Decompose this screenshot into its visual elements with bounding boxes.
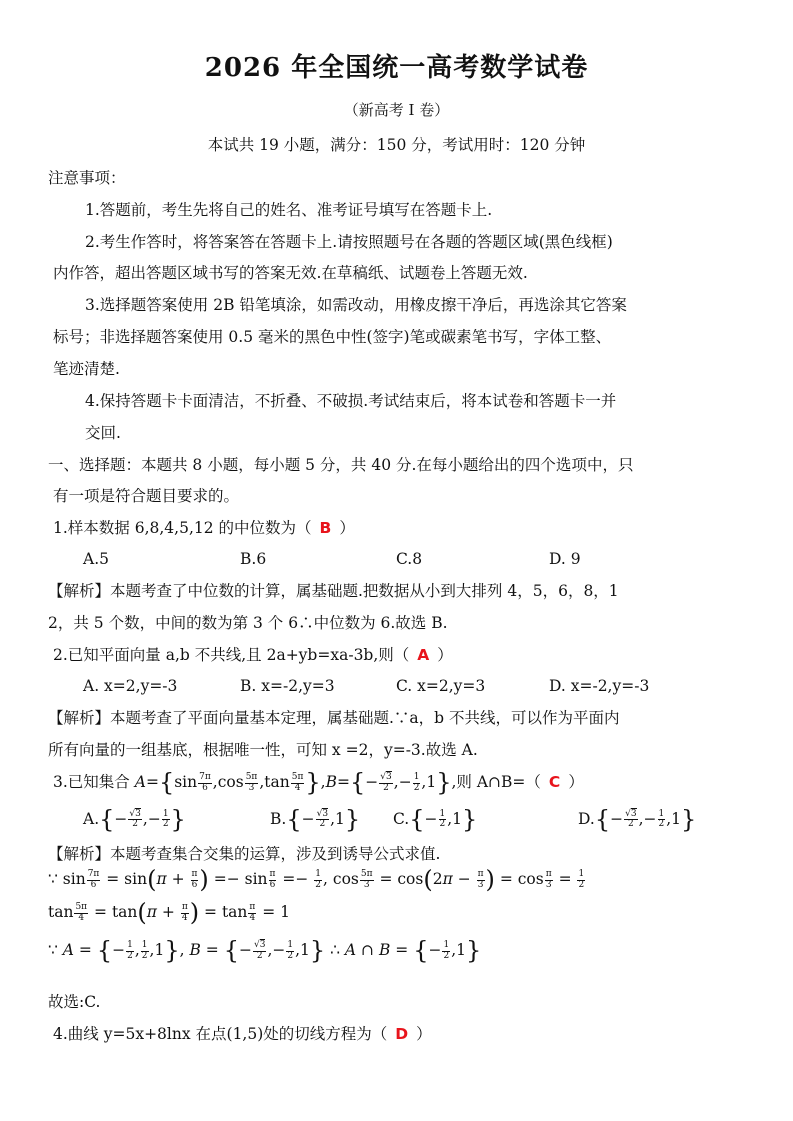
question-3-option-d: D.{− $\frac{√3}{2}$ ,− $\frac{1}{2}$ ,1} bbox=[578, 805, 697, 834]
notice-item-3-cont: 标号；非选择题答案使用 0.5 毫米的黑色中性(签字)笔或碳素笔书写，字体工整、 bbox=[53, 328, 612, 346]
question-1-option-b: B.6 bbox=[240, 550, 267, 568]
question-4-text: 4.曲线 y=5x+8lnx 在点(1,5)处的切线方程为（ bbox=[53, 1025, 388, 1043]
question-3-analysis: 【解析】本题考查集合交集的运算，涉及到诱导公式求值. bbox=[48, 845, 441, 863]
question-3-option-c: C.{− $\frac{1}{2}$ ,1} bbox=[393, 805, 478, 834]
notice-item-2: 2.考生作答时，将答案答在答题卡上.请按照题号在各题的答题区域(黑色线框) bbox=[85, 233, 613, 251]
exam-title: 2026 年全国统一高考数学试卷 bbox=[204, 53, 589, 83]
question-3-close: ） bbox=[568, 773, 584, 791]
question-3-conclusion: 故选:C. bbox=[48, 993, 101, 1011]
question-3-option-b: B.{− $\frac{√3}{2}$ ,1} bbox=[270, 805, 361, 834]
question-4-stem bbox=[53, 1027, 432, 1043]
question-1-close: ） bbox=[339, 519, 355, 537]
exam-subtitle: （新高考 I 卷） bbox=[343, 101, 450, 119]
set-a-expression: A={sin $\frac{7\pi}{6}$ ,cos $\frac{5\pi}{3}$ ,tan $\frac{5\pi}{4}$ },B={− $\frac{√3}{2}$ ,− $\frac{1}{2}$ ,1} bbox=[134, 768, 452, 797]
question-3-text: 3.已知集合 bbox=[53, 773, 130, 791]
notice-item-3: 3.选择题答案使用 2B 铅笔填涂，如需改动，用橡皮擦干净后，再选涂其它答案 bbox=[85, 296, 627, 314]
question-2-text: 2.已知平面向量 a,b 不共线,且 2a+yb=xa-3b,则（ bbox=[53, 646, 410, 664]
question-2-option-b: B. x=-2,y=3 bbox=[240, 677, 335, 695]
question-4-close: ） bbox=[416, 1025, 432, 1043]
notice-item-2-cont: 内作答，超出答题区域书写的答案无效.在草稿纸、试题卷上答题无效. bbox=[53, 264, 528, 282]
question-1-text: 1.样本数据 6,8,4,5,12 的中位数为（ bbox=[53, 519, 312, 537]
question-3-derivation-2: tan $\frac{5\pi}{4}$ = tan(π + $\frac{\pi}{4}$ ) = tan $\frac{\pi}{4}$ = 1 bbox=[48, 898, 291, 927]
question-1-stem bbox=[53, 521, 355, 537]
question-2-answer: A bbox=[417, 646, 430, 664]
notice-item-4: 4.保持答题卡卡面清洁，不折叠、不破损.考试结束后，将本试卷和答题卡一并 bbox=[85, 392, 617, 410]
question-1-analysis-cont: 2，共 5 个数，中间的数为第 3 个 6∴中位数为 6.故选 B. bbox=[48, 614, 448, 632]
question-1-answer: B bbox=[319, 519, 332, 537]
question-4-answer: D bbox=[395, 1025, 409, 1043]
question-2-option-c: C. x=2,y=3 bbox=[396, 677, 486, 695]
exam-info: 本试共 19 小题，满分：150 分，考试用时：120 分钟 bbox=[207, 136, 586, 154]
question-2-analysis-cont: 所有向量的一组基底，根据唯一性，可知 x =2，y=-3.故选 A. bbox=[48, 741, 478, 759]
notice-heading: 注意事项： bbox=[48, 169, 126, 187]
question-1-option-d: D. 9 bbox=[549, 550, 581, 568]
question-2-close: ） bbox=[437, 646, 453, 664]
question-1-analysis: 【解析】本题考查了中位数的计算，属基础题.把数据从小到大排列 4，5，6，8，1 bbox=[48, 582, 619, 600]
question-3-option-a: A.{− $\frac{√3}{2}$ ,− $\frac{1}{2}$ } bbox=[83, 805, 186, 834]
question-3-answer: C bbox=[548, 773, 561, 791]
question-3-derivation-1: ∵ sin $\frac{7\pi}{6}$ = sin(π + $\frac{\pi}{6}$ ) =− sin $\frac{\pi}{6}$ =− $\frac{1}{2}$ , cos $\frac{5\pi}{3}$ = cos(2π − $\frac{\pi}{3}$ ) = cos $\frac{\pi}{3}$ = $\frac{1}{2}$ bbox=[48, 865, 585, 894]
section-instruction: 有一项是符合题目要求的。 bbox=[53, 487, 240, 505]
notice-item-3-end: 笔迹清楚. bbox=[53, 360, 120, 378]
section-heading: 一、选择题：本题共 8 小题，每小题 5 分，共 40 分.在每小题给出的四个选项中，只 bbox=[48, 456, 634, 474]
question-2-stem bbox=[53, 648, 453, 664]
question-1-option-a: A.5 bbox=[83, 550, 109, 568]
question-2-option-d: D. x=-2,y=-3 bbox=[549, 677, 650, 695]
question-3-derivation-3: ∵ A = {− $\frac{1}{2}$ , $\frac{1}{2}$ ,1}, B = {− $\frac{√3}{2}$ ,− $\frac{1}{2}$ ,1} ∴ A ∩ B = {− $\frac{1}{2}$ ,1} bbox=[48, 936, 482, 965]
question-2-analysis: 【解析】本题考查了平面向量基本定理，属基础题.∵a，b 不共线，可以作为平面内 bbox=[48, 709, 620, 727]
notice-item-4-end: 交回. bbox=[85, 424, 121, 442]
question-2-option-a: A. x=2,y=-3 bbox=[83, 677, 178, 695]
question-1-option-c: C.8 bbox=[396, 550, 423, 568]
question-3-text-mid: ,则 A∩B=（ bbox=[451, 773, 541, 791]
notice-item-1: 1.答题前，考生先将自己的姓名、准考证号填写在答题卡上. bbox=[85, 201, 493, 219]
question-3-stem bbox=[53, 768, 584, 797]
